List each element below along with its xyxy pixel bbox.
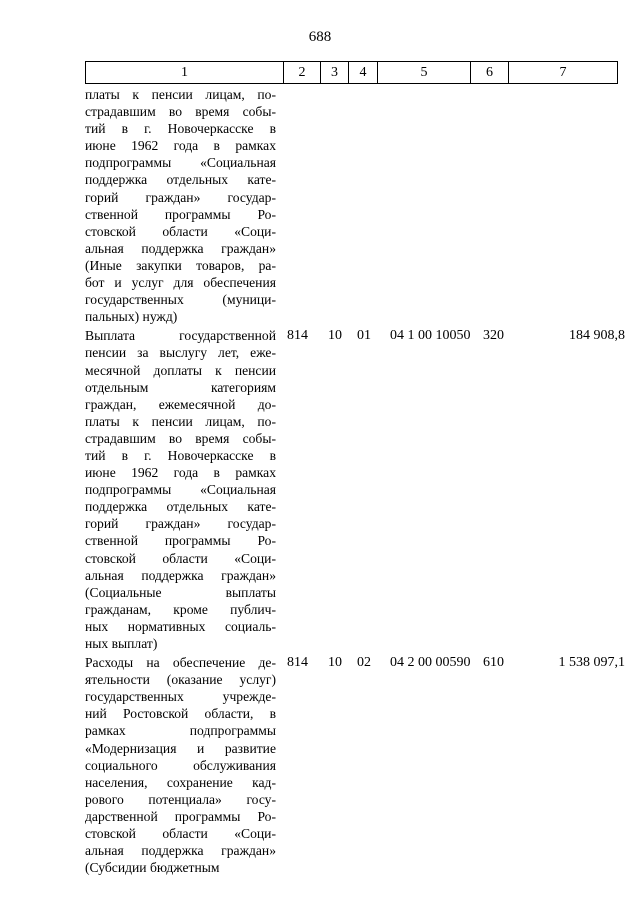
description-line: дарственной программы Ро-: [85, 808, 276, 824]
description-line: платы к пенсии лицам, по-: [85, 413, 276, 429]
description-line: рового потенциала» госу-: [85, 791, 276, 807]
description-line: июне 1962 года в рамках: [85, 465, 276, 481]
description-line: социального обслуживания: [85, 757, 276, 773]
subsection-code: 02: [357, 655, 371, 671]
description-line: ятельности (оказание услуг): [85, 672, 276, 688]
header-col-3: 3: [321, 62, 349, 84]
description-line: граждан, ежемесячной до-: [85, 396, 276, 412]
table-row: [85, 327, 625, 652]
description-line: месячной доплаты к пенсии: [85, 362, 276, 378]
description-line: населения, сохранение кад-: [85, 774, 276, 790]
description-line: Расходы на обеспечение де-: [85, 655, 276, 671]
description-line: подпрограммы «Социальная: [85, 482, 276, 498]
description-line: тий в г. Новочеркасске в: [85, 447, 276, 463]
row-description: [85, 654, 276, 876]
table-body: [85, 86, 625, 876]
description-line: ственной программы Ро-: [85, 533, 276, 549]
header-col-4: 4: [349, 62, 378, 84]
description-line: Выплата государственной: [85, 328, 276, 344]
section-code: 10: [328, 655, 342, 671]
description-line: (Иные закупки товаров, ра-: [85, 257, 276, 273]
description-line: альная поддержка граждан»: [85, 240, 276, 256]
row-description: [85, 327, 276, 652]
column-number-header: [85, 61, 618, 84]
amount: 184 908,8: [569, 328, 625, 344]
description-line: отдельным категориям: [85, 379, 276, 395]
description-line: страдавшим во время собы-: [85, 104, 276, 120]
description-line: ных выплат): [85, 636, 158, 651]
description-line: пальных) нужд): [85, 309, 178, 325]
description-line: горий граждан» государ-: [85, 516, 276, 532]
description-line: ственной программы Ро-: [85, 206, 276, 222]
description-line: (Социальные выплаты: [85, 584, 276, 600]
description-line: альная поддержка граждан»: [85, 843, 276, 859]
description-line: тий в г. Новочеркасске в: [85, 121, 276, 137]
description-line: ных нормативных социаль-: [85, 618, 276, 634]
subsection-code: 01: [357, 328, 371, 344]
description-line: «Модернизация и развитие: [85, 740, 276, 756]
row-description: [85, 86, 276, 325]
description-line: пенсии за выслугу лет, еже-: [85, 345, 276, 361]
description-line: бот и услуг для обеспечения: [85, 275, 276, 291]
description-line: стовской области «Соци-: [85, 826, 276, 842]
description-line: платы к пенсии лицам, по-: [85, 87, 276, 102]
description-line: (Субсидии бюджетным: [85, 860, 220, 876]
amount: 1 538 097,1: [558, 655, 625, 671]
description-line: поддержка отдельных кате-: [85, 172, 276, 188]
header-col-2: 2: [284, 62, 321, 84]
page-number: 688: [308, 29, 332, 45]
target-article-code: 04 1 00 10050: [390, 328, 471, 344]
description-line: государственных (муници-: [85, 292, 276, 308]
description-line: подпрограммы «Социальная: [85, 155, 276, 171]
header-col-7: 7: [509, 62, 618, 84]
description-line: поддержка отдельных кате-: [85, 499, 276, 515]
description-line: стовской области «Соци-: [85, 223, 276, 239]
table-row: [85, 86, 625, 325]
ministry-code: 814: [287, 655, 308, 671]
description-line: государственных учрежде-: [85, 689, 276, 705]
header-col-1: 1: [86, 62, 284, 84]
description-line: рамках подпрограммы: [85, 723, 276, 739]
description-line: июне 1962 года в рамках: [85, 138, 276, 154]
header-col-6: 6: [471, 62, 509, 84]
description-line: страдавшим во время собы-: [85, 430, 276, 446]
target-article-code: 04 2 00 00590: [390, 655, 471, 671]
description-line: горий граждан» государ-: [85, 189, 276, 205]
description-line: альная поддержка граждан»: [85, 567, 276, 583]
section-code: 10: [328, 328, 342, 344]
description-line: ний Ростовской области, в: [85, 706, 276, 722]
table-row: [85, 654, 625, 876]
expense-type-code: 320: [483, 328, 504, 344]
header-col-5: 5: [378, 62, 471, 84]
description-line: стовской области «Соци-: [85, 550, 276, 566]
description-line: гражданам, кроме публич-: [85, 601, 276, 617]
expense-type-code: 610: [483, 655, 504, 671]
ministry-code: 814: [287, 328, 308, 344]
